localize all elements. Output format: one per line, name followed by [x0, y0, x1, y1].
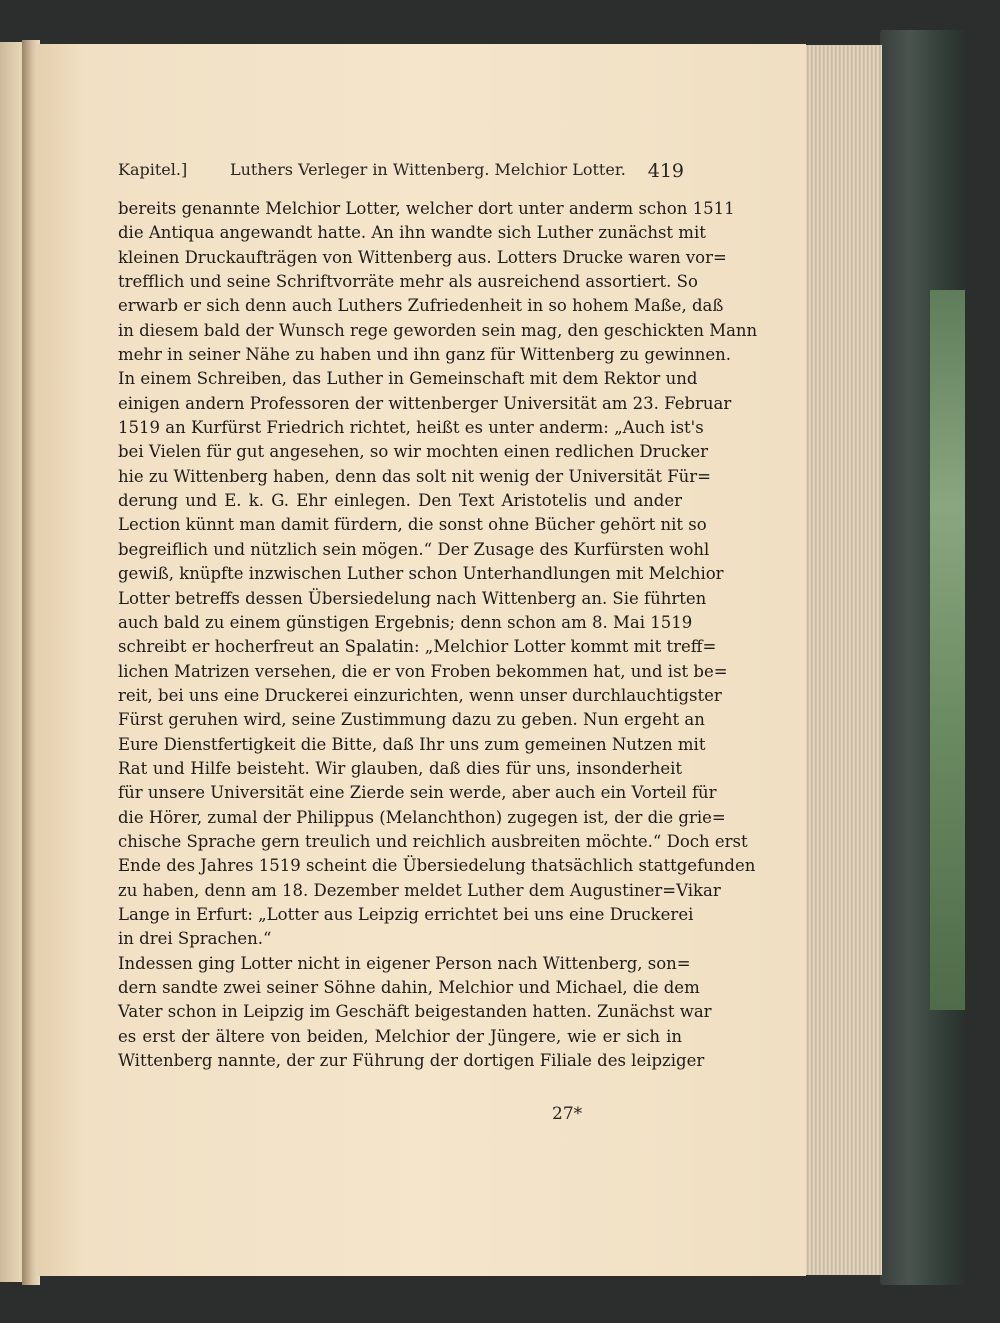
printer-signature-mark: 27* [552, 1104, 583, 1124]
body-text [118, 197, 758, 1073]
text-line: 1519 an Kurfürst Friedrich richtet, heißt es unter anderm: „Auch ist's [118, 418, 704, 438]
text-line: Eure Dienstfertigkeit die Bitte, daß Ihr uns zum gemeinen Nutzen mit [118, 734, 706, 754]
text-line: die Hörer, zumal der Philippus (Melanchthon) zugegen ist, der die grie= [118, 807, 726, 827]
page-number: 419 [647, 160, 684, 182]
text-line: dern sandte zwei seiner Söhne dahin, Melchior und Michael, die dem [118, 978, 700, 997]
text-line: Lange in Erfurt: „Lotter aus Leipzig errichtet bei uns eine Druckerei [118, 904, 694, 924]
text-line: zu haben, denn am 18. Dezember meldet Luther dem Augustiner=Vikar [118, 880, 721, 900]
text-line: Rat und Hilfe beisteht. Wir glauben, daß dies für uns, insonderheit [118, 758, 682, 778]
running-header [118, 160, 684, 186]
text-line: lichen Matrizen versehen, die er von Froben bekommen hat, und ist be= [118, 661, 728, 681]
text-line: kleinen Druckaufträgen von Wittenberg aus. Lotters Drucke waren vor= [118, 247, 727, 267]
text-line: trefflich und seine Schriftvorräte mehr als ausreichend assortiert. So [118, 272, 698, 292]
text-line: in diesem bald der Wunsch rege geworden sein mag, den geschickten Mann [118, 320, 758, 340]
text-line: reit, bei uns eine Druckerei einzurichten, wenn unser durchlauchtigster [118, 685, 722, 705]
page-block-edges [800, 45, 882, 1275]
text-line: einigen andern Professoren der wittenberger Universität am 23. Februar [118, 393, 732, 413]
text-line: Lection künnt man damit fürdern, die sonst ohne Bücher gehört nit so [118, 515, 707, 535]
text-line: erwarb er sich denn auch Luthers Zufriedenheit in so hohem Maße, daß [118, 296, 724, 316]
text-line: hie zu Wittenberg haben, denn das solt nit wenig der Universität Für= [118, 466, 711, 486]
text-line: Ende des Jahres 1519 scheint die Übersiedelung thatsächlich stattgefunden [118, 856, 756, 876]
text-line: gewiß, knüpfte inzwischen Luther schon Unterhandlungen mit Melchior [118, 564, 724, 584]
text-line: die Antiqua angewandt hatte. An ihn wandte sich Luther zunächst mit [118, 223, 706, 243]
cover-marbled-edge [930, 290, 965, 1010]
text-line: In einem Schreiben, das Luther in Gemeinschaft mit dem Rektor und [118, 369, 698, 389]
text-line: Wittenberg nannte, der zur Führung der dortigen Filiale des leipziger [118, 1051, 705, 1071]
paragraph-start-line: Indessen ging Lotter nicht in eigener Person nach Wittenberg, son= [118, 953, 691, 973]
text-line: Fürst geruhen wird, seine Zustimmung dazu zu geben. Nun ergeht an [118, 710, 705, 730]
text-line: derung und E. k. G. Ehr einlegen. Den Text Aristotelis und ander [118, 491, 682, 511]
text-line: schreibt er hocherfreut an Spalatin: „Melchior Lotter kommt mit treff= [118, 637, 717, 657]
text-line: mehr in seiner Nähe zu haben und ihn ganz für Wittenberg zu gewinnen. [118, 345, 731, 365]
text-line: bereits genannte Melchior Lotter, welcher dort unter anderm schon 1511 [118, 199, 735, 218]
running-title: Luthers Verleger in Wittenberg. Melchior Lotter. [230, 160, 626, 179]
text-line: Lotter betreffs dessen Übersiedelung nach Wittenberg an. Sie führten [118, 588, 707, 608]
text-line: für unsere Universität eine Zierde sein werde, aber auch ein Vorteil für [118, 783, 717, 803]
text-line: es erst der ältere von beiden, Melchior der Jüngere, wie er sich in [118, 1026, 682, 1046]
chapter-label: Kapitel.] [118, 160, 188, 179]
text-line: Vater schon in Leipzig im Geschäft beigestanden hatten. Zunächst war [118, 1002, 712, 1022]
text-line: in drei Sprachen.“ [118, 929, 272, 949]
text-line: bei Vielen für gut angesehen, so wir mochten einen redlichen Drucker [118, 442, 708, 462]
text-line: auch bald zu einem günstigen Ergebnis; denn schon am 8. Mai 1519 [118, 612, 693, 632]
text-line: chische Sprache gern treulich und reichlich ausbreiten möchte.“ Doch erst [118, 831, 748, 851]
text-line: begreiflich und nützlich sein mögen.“ Der Zusage des Kurfürsten wohl [118, 539, 710, 559]
